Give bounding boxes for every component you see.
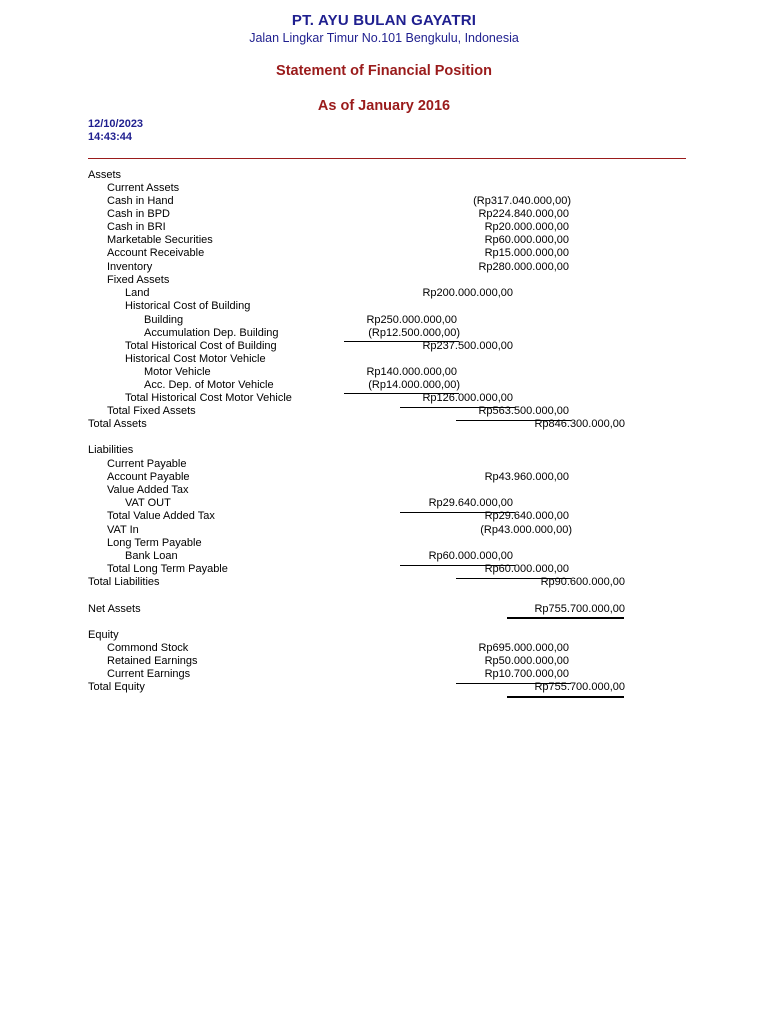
marketable-securities-label: Marketable Securities xyxy=(107,234,213,246)
acc-dep-building-label: Accumulation Dep. Building xyxy=(144,327,279,339)
vat-out-value: Rp29.640.000,00 xyxy=(428,497,513,509)
liabilities-heading: Liabilities xyxy=(88,444,134,456)
acc-dep-building-value: (Rp12.500.000,00) xyxy=(368,327,460,339)
total-vat-label: Total Value Added Tax xyxy=(107,510,215,522)
cash-in-bri-value: Rp20.000.000,00 xyxy=(484,221,569,233)
report-period: As of January 2016 xyxy=(317,98,451,114)
print-time: 14:43:44 xyxy=(88,131,133,143)
building-value: Rp250.000.000,00 xyxy=(366,314,457,326)
net-assets-label: Net Assets xyxy=(88,603,141,615)
total-hist-building-label: Total Historical Cost of Building xyxy=(125,340,277,352)
inventory-value: Rp280.000.000,00 xyxy=(478,261,569,273)
total-fixed-assets-label: Total Fixed Assets xyxy=(107,405,196,417)
current-earnings-value: Rp10.700.000,00 xyxy=(484,668,569,680)
account-receivable-value: Rp15.000.000,00 xyxy=(484,247,569,259)
vat-in-label: VAT In xyxy=(107,524,139,536)
acc-dep-vehicle-label: Acc. Dep. of Motor Vehicle xyxy=(144,379,274,391)
assets-heading: Assets xyxy=(88,169,122,181)
header-divider xyxy=(88,158,686,159)
print-date: 12/10/2023 xyxy=(88,118,144,130)
total-equity-value: Rp755.700.000,00 xyxy=(534,681,625,693)
report-title: Statement of Financial Position xyxy=(276,63,492,79)
hist-cost-vehicle-label: Historical Cost Motor Vehicle xyxy=(125,353,266,365)
total-liabilities-value: Rp90.600.000,00 xyxy=(540,576,625,588)
bank-loan-label: Bank Loan xyxy=(125,550,178,562)
total-equity-rule xyxy=(507,696,624,698)
total-hist-vehicle-value: Rp126.000.000,00 xyxy=(422,392,513,404)
motor-vehicle-label: Motor Vehicle xyxy=(144,366,211,378)
account-payable-label: Account Payable xyxy=(107,471,190,483)
land-label: Land xyxy=(125,287,150,299)
company-name: PT. AYU BULAN GAYATRI xyxy=(291,12,477,29)
total-long-term-label: Total Long Term Payable xyxy=(107,563,228,575)
cash-in-bpd-label: Cash in BPD xyxy=(107,208,170,220)
retained-earnings-label: Retained Earnings xyxy=(107,655,198,667)
cash-in-bpd-value: Rp224.840.000,00 xyxy=(478,208,569,220)
total-assets-label: Total Assets xyxy=(88,418,147,430)
current-earnings-label: Current Earnings xyxy=(107,668,191,680)
bank-loan-value: Rp60.000.000,00 xyxy=(428,550,513,562)
cash-in-hand-value: (Rp317.040.000,00) xyxy=(473,195,571,207)
acc-dep-vehicle-value: (Rp14.000.000,00) xyxy=(368,379,460,391)
cash-in-bri-label: Cash in BRI xyxy=(107,221,166,233)
vat-out-label: VAT OUT xyxy=(125,497,171,509)
common-stock-value: Rp695.000.000,00 xyxy=(478,642,569,654)
fixed-assets-label: Fixed Assets xyxy=(107,274,170,286)
marketable-securities-value: Rp60.000.000,00 xyxy=(484,234,569,246)
building-label: Building xyxy=(144,314,184,326)
total-hist-vehicle-label: Total Historical Cost Motor Vehicle xyxy=(125,392,292,404)
equity-heading: Equity xyxy=(88,629,119,641)
company-address: Jalan Lingkar Timur No.101 Bengkulu, Indonesia xyxy=(249,31,519,45)
current-payable-label: Current Payable xyxy=(107,458,187,470)
total-liabilities-label: Total Liabilities xyxy=(88,576,160,588)
total-long-term-value: Rp60.000.000,00 xyxy=(484,563,569,575)
total-assets-value: Rp846.300.000,00 xyxy=(534,418,625,430)
current-assets-label: Current Assets xyxy=(107,182,180,194)
total-vat-value: Rp29.640.000,00 xyxy=(484,510,569,522)
land-value: Rp200.000.000,00 xyxy=(422,287,513,299)
net-assets-rule xyxy=(507,617,624,619)
inventory-label: Inventory xyxy=(107,261,153,273)
total-hist-building-value: Rp237.500.000,00 xyxy=(422,340,513,352)
total-fixed-assets-value: Rp563.500.000,00 xyxy=(478,405,569,417)
retained-earnings-value: Rp50.000.000,00 xyxy=(484,655,569,667)
hist-cost-building-label: Historical Cost of Building xyxy=(125,300,251,312)
motor-vehicle-value: Rp140.000.000,00 xyxy=(366,366,457,378)
common-stock-label: Commond Stock xyxy=(107,642,189,654)
cash-in-hand-label: Cash in Hand xyxy=(107,195,174,207)
long-term-payable-label: Long Term Payable xyxy=(107,537,202,549)
vat-in-value: (Rp43.000.000,00) xyxy=(480,524,572,536)
total-equity-label: Total Equity xyxy=(88,681,145,693)
account-payable-value: Rp43.960.000,00 xyxy=(484,471,569,483)
account-receivable-label: Account Receivable xyxy=(107,247,205,259)
net-assets-value: Rp755.700.000,00 xyxy=(534,603,625,615)
value-added-tax-label: Value Added Tax xyxy=(107,484,189,496)
